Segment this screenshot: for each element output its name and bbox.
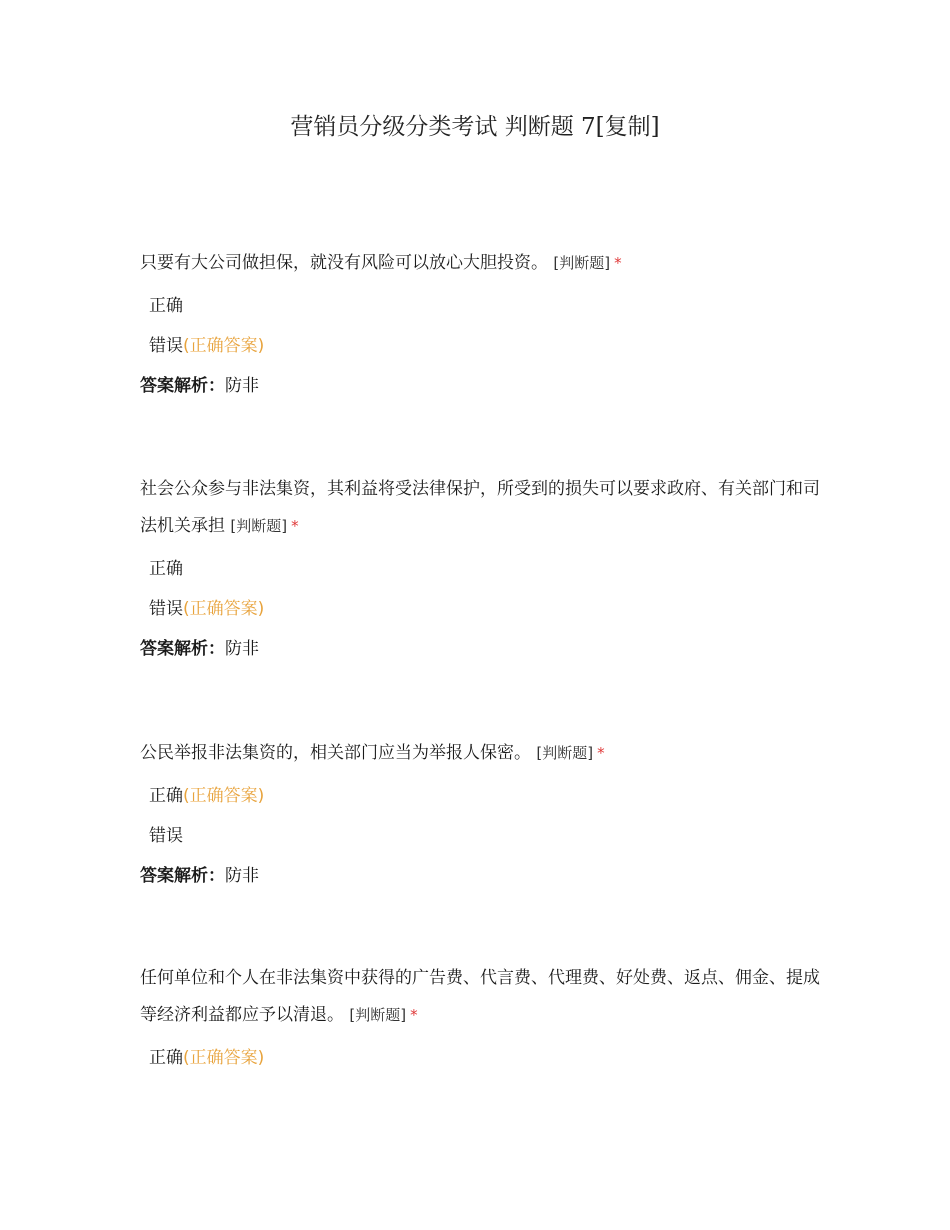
option-label: 错误 (149, 336, 183, 356)
correct-answer-mark: (正确答案) (183, 599, 265, 619)
option-list (140, 549, 820, 629)
analysis-label: 答案解析： (140, 866, 225, 886)
correct-answer-mark: (正确答案) (183, 786, 265, 806)
document-title: 营销员分级分类考试 判断题 7[复制] (290, 114, 660, 140)
analysis-text: 防非 (225, 866, 259, 886)
question-3 (140, 735, 820, 896)
required-marker: * (410, 1006, 418, 1024)
required-marker: * (614, 254, 622, 272)
option-label: 正确 (149, 786, 183, 806)
option-list (140, 776, 820, 856)
question-type: [判断题] (536, 744, 594, 762)
option-correct (140, 549, 820, 589)
question-stem: 社会公众参与非法集资，其利益将受法律保护，所受到的损失可以要求政府、有关部门和司法机关承担 (140, 479, 820, 536)
option-label: 错误 (149, 826, 183, 846)
option-correct (140, 776, 820, 816)
option-label: 正确 (149, 559, 183, 579)
question-type: [判断题] (349, 1006, 407, 1024)
option-label: 正确 (149, 1048, 183, 1068)
option-wrong (140, 326, 820, 366)
answer-analysis (140, 856, 820, 896)
answer-analysis (140, 366, 820, 406)
analysis-text: 防非 (225, 376, 259, 396)
question-text (140, 245, 820, 282)
answer-analysis (140, 629, 820, 669)
option-correct (140, 1038, 820, 1078)
correct-answer-mark: (正确答案) (183, 336, 265, 356)
question-stem: 任何单位和个人在非法集资中获得的广告费、代言费、代理费、好处费、返点、佣金、提成等经济利益都应予以清退。 (140, 968, 820, 1025)
analysis-text: 防非 (225, 639, 259, 659)
question-text (140, 735, 820, 772)
analysis-label: 答案解析： (140, 376, 225, 396)
option-correct (140, 286, 820, 326)
option-wrong (140, 589, 820, 629)
question-2 (140, 471, 820, 669)
question-1 (140, 245, 820, 406)
option-label: 正确 (149, 296, 183, 316)
question-type: [判断题] (230, 517, 288, 535)
option-list (140, 286, 820, 366)
correct-answer-mark: (正确答案) (183, 1048, 265, 1068)
analysis-label: 答案解析： (140, 639, 225, 659)
required-marker: * (597, 744, 605, 762)
question-stem: 公民举报非法集资的，相关部门应当为举报人保密。 (140, 743, 531, 763)
required-marker: * (291, 517, 299, 535)
question-4 (140, 960, 820, 1078)
question-type: [判断题] (553, 254, 611, 272)
question-text (140, 471, 820, 545)
question-text (140, 960, 820, 1034)
option-wrong (140, 816, 820, 856)
option-list (140, 1038, 820, 1078)
question-stem: 只要有大公司做担保，就没有风险可以放心大胆投资。 (140, 253, 548, 273)
option-label: 错误 (149, 599, 183, 619)
